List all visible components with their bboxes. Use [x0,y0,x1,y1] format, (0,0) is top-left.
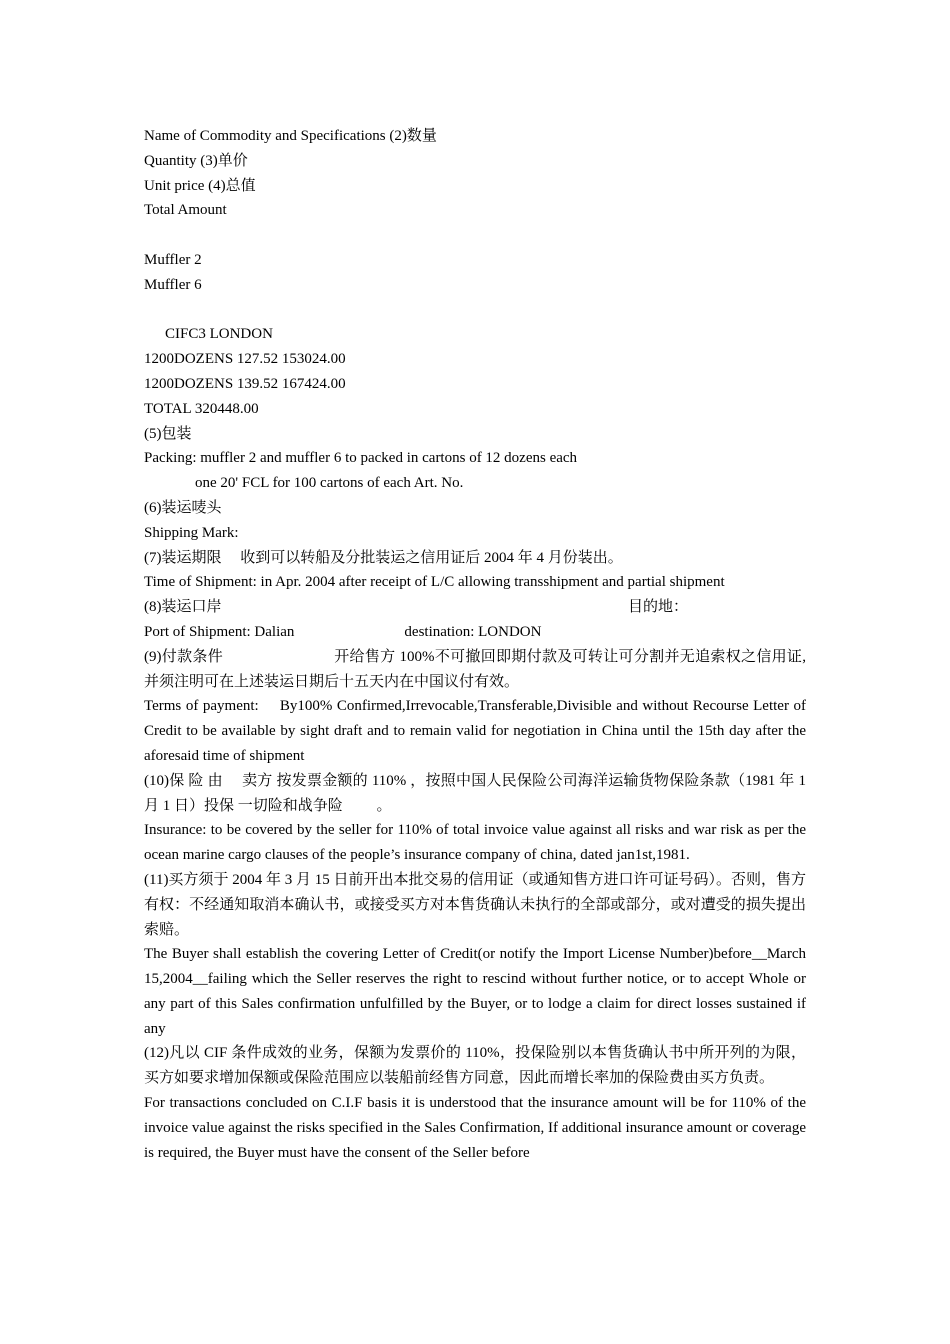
insurance-cn: (10)保 险 由 卖方 按发票金额的 110% ，按照中国人民保险公司海洋运输货物保险条款（1981 年 1 月 1 日）投保 一切险和战争险 。 [144,772,806,814]
letter-of-credit-cn: (11)买方须于 2004 年 3 月 15 日前开出本批交易的信用证（或通知售方进口许可证号码）。否则，售方有权：不经通知取消本确认书，或接受买方对本售货确认未执行的全部或部分，或对遭受的损失提出索赔。 [144,871,806,938]
destination: destination: LONDON [404,623,542,640]
port-row-cn [144,595,806,620]
destination-label-cn: 目的地： [627,599,688,616]
cif-clause-en: For transactions concluded on C.I.F basis it is understood that the insurance amount will be for 110% of the invoice value against the risks specified in the Sales Confirmation, If additional insurance amount or coverage is required, the Buyer must have the consent of the Seller before [144,1095,806,1161]
shipping-mark-en: Shipping Mark: [144,524,239,541]
shipment-time-en: Time of Shipment: in Apr. 2004 after receipt of L/C allowing transshipment and partial shipment [144,574,725,591]
cif-clause-cn: (12)凡以 CIF 条件成效的业务，保额为发票价的 110%，投保险别以本售货确认书中所开列的为限，买方如要求增加保额或保险范围应以装船前经售方同意，因此而增长率加的保险费由买方负责。 [144,1045,806,1087]
shipping-mark-cn: (6)装运唛头 [144,499,222,516]
heading-line-1: Name of Commodity and Specifications (2)数量 [144,128,437,144]
payment-terms-cn: (9)付款条件 开给售方 100%不可撤回即期付款及可转让可分割并无追索权之信用证,并须注明可在上述装运日期后十五天内在中国议付有效。 [144,648,806,690]
item-line-1: Muffler 2 [144,251,202,268]
port-of-shipment: Port of Shipment: Dalian [144,623,295,640]
amount-total: TOTAL 320448.00 [144,400,259,417]
heading-line-3: Unit price (4)总值 [144,177,256,194]
item-line-2: Muffler 6 [144,276,202,293]
amount-row-1: 1200DOZENS 127.52 153024.00 [144,351,346,368]
payment-terms-en: Terms of payment: By100% Confirmed,Irrevocable,Transferable,Divisible and without Recourse Letter of Credit to be available by sight draft and to remain valid for negotiation in China until the 15th day after the aforesaid time of shipment [144,698,806,764]
heading-line-2: Quantity (3)单价 [144,152,248,169]
heading-line-4: Total Amount [144,202,227,219]
insurance-en: Insurance: to be covered by the seller for 110% of total invoice value against all risks and war risk as per the ocean marine cargo clauses of the people’s insurance company of china, dated jan1st,1981. [144,822,806,864]
packing-text-1: Packing: muffler 2 and muffler 6 to packed in cartons of 12 dozens each [144,450,578,467]
spacer [144,298,806,323]
document-body [144,124,806,1165]
port-row-en [144,620,806,645]
spacer [144,223,806,248]
letter-of-credit-en: The Buyer shall establish the covering Letter of Credit(or notify the Import License Number)before__March 15,2004__failing which the Seller reserves the right to rescind without further notice, or to accept Whole or any part of this Sales confirmation unfulfilled by the Buyer, or to lodge a claim for direct losses sustained if any [144,946,806,1037]
packing-text-2: one 20' FCL for 100 cartons of each Art. No. [195,475,464,492]
price-term: CIFC3 LONDON [165,326,273,343]
shipment-time-cn: (7)装运期限 收到可以转船及分批装运之信用证后 2004 年 4 月份装出。 [144,549,623,566]
amount-row-2: 1200DOZENS 139.52 167424.00 [144,375,346,392]
port-label-cn: (8)装运口岸 [144,599,222,616]
packing-heading-cn: (5)包装 [144,425,192,442]
